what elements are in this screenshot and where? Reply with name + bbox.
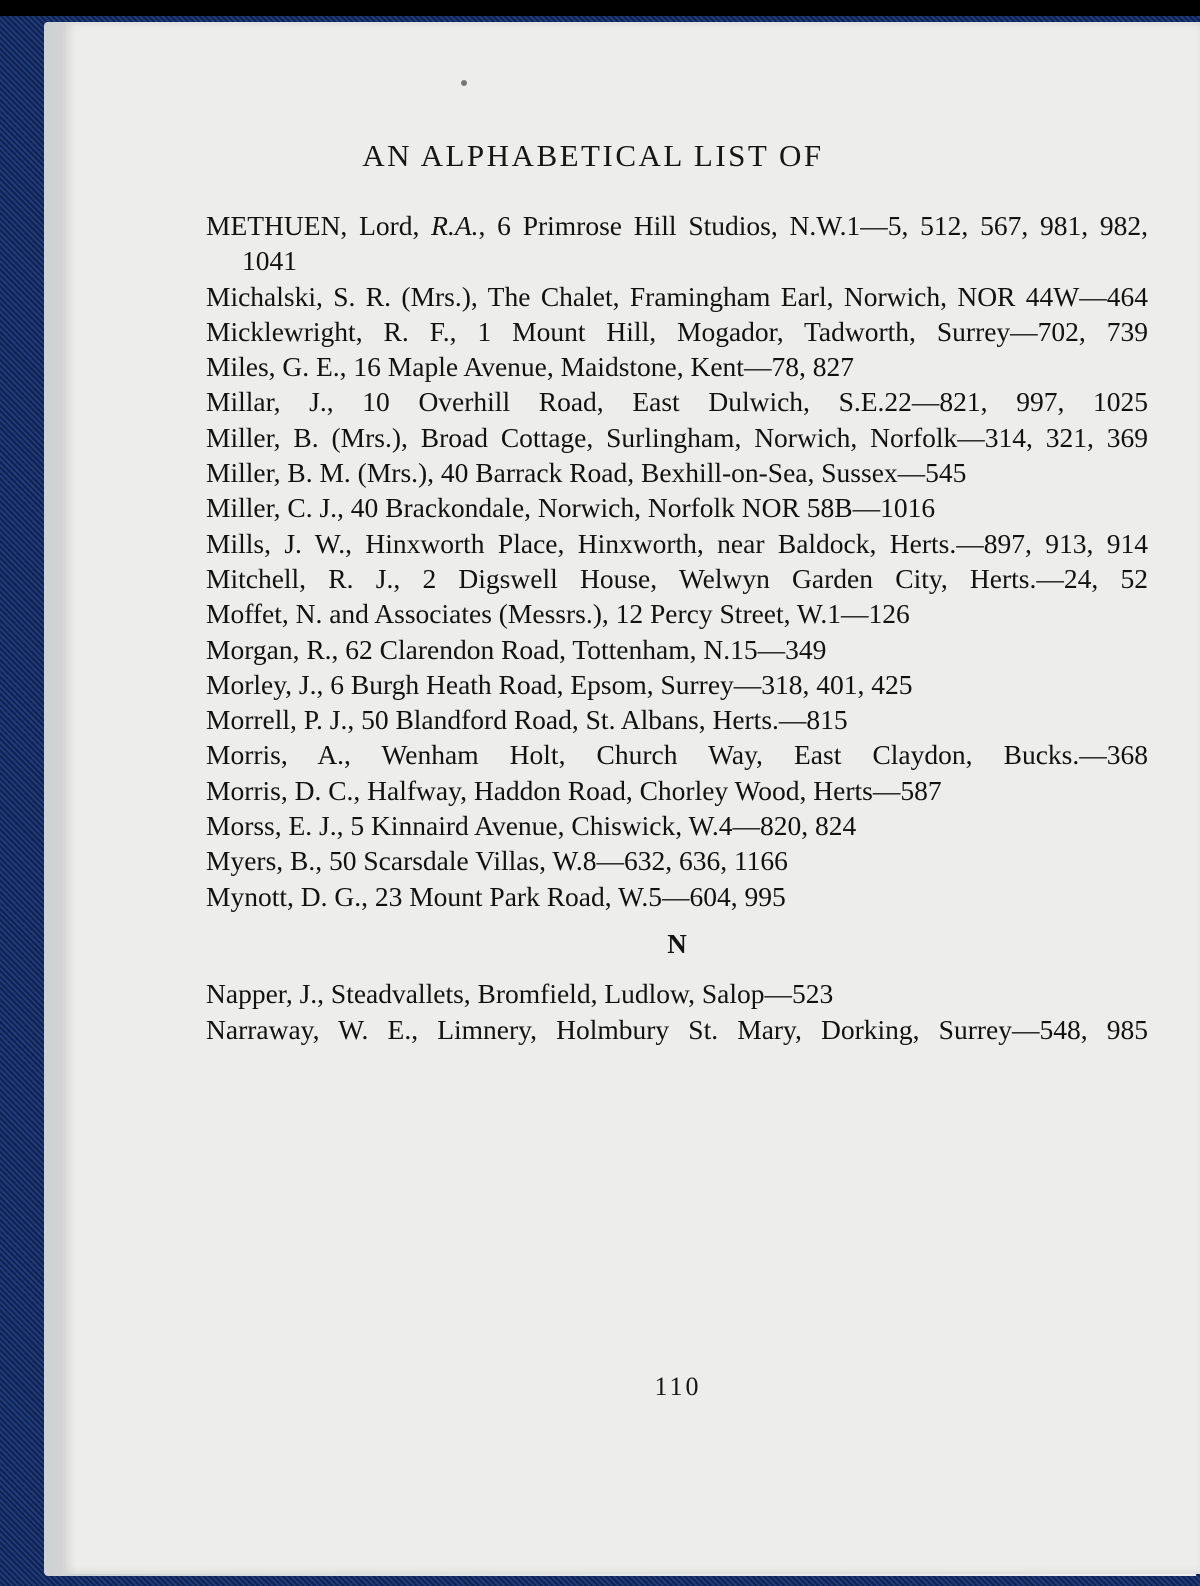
entry-text: Mitchell, R. J., 2 Digswell House, Welwyn Garden City, Herts.—24, 52 — [206, 562, 1148, 594]
list-entry — [206, 420, 1148, 455]
entry-title: R.A. — [431, 210, 479, 241]
entry-text: Napper, J., Steadvallets, Bromfield, Ludlow, Salop—523 — [206, 978, 834, 1010]
list-entry — [206, 455, 1148, 490]
list-entry — [206, 773, 1148, 808]
entry-text: Myers, B., 50 Scarsdale Villas, W.8—632, 636, 1166 — [206, 845, 788, 877]
entry-text: Morris, D. C., Halfway, Haddon Road, Chorley Wood, Herts—587 — [206, 774, 942, 806]
entry-text: METHUEN, Lord, — [206, 210, 432, 241]
list-entry — [206, 349, 1148, 384]
entry-text: Miller, C. J., 40 Brackondale, Norwich, Norfolk NOR 58B—1016 — [206, 492, 936, 524]
entry-text: Morrell, P. J., 50 Blandford Road, St. Albans, Herts.—815 — [206, 704, 848, 736]
list-entry — [206, 314, 1148, 349]
entry-text: Moffet, N. and Associates (Messrs.), 12 Percy Street, W.1—126 — [206, 598, 910, 630]
entry-text: Millar, J., 10 Overhill Road, East Dulwich, S.E.22—821, 997, 1025 — [206, 386, 1148, 418]
list-entry — [206, 879, 1148, 914]
list-entry — [206, 808, 1148, 843]
entry-text: Morley, J., 6 Burgh Heath Road, Epsom, Surrey—318, 401, 425 — [206, 668, 913, 700]
list-entry — [206, 843, 1148, 878]
page-speck — [461, 80, 467, 86]
section-n-entries — [206, 976, 1148, 1047]
entry-text: Miller, B. (Mrs.), Broad Cottage, Surlingham, Norwich, Norfolk—314, 321, 369 — [206, 421, 1148, 453]
entry-text: Michalski, S. R. (Mrs.), The Chalet, Framingham Earl, Norwich, NOR 44W—464 — [206, 280, 1148, 312]
section-m-entries — [206, 208, 1148, 914]
list-entry — [206, 702, 1148, 737]
entry-text: Mynott, D. G., 23 Mount Park Road, W.5—604, 995 — [206, 880, 786, 912]
entry-text: Micklewright, R. F., 1 Mount Hill, Mogador, Tadworth, Surrey—702, 739 — [206, 315, 1148, 347]
list-entry — [206, 667, 1148, 702]
entry-text: Miller, B. M. (Mrs.), 40 Barrack Road, Bexhill-on-Sea, Sussex—545 — [206, 457, 967, 489]
page-number: 110 — [654, 1372, 702, 1401]
list-entry — [206, 208, 1148, 279]
page-heading: AN ALPHABETICAL LIST OF — [362, 138, 824, 173]
list-entry — [206, 1012, 1148, 1047]
entry-text: Mills, J. W., Hinxworth Place, Hinxworth, near Baldock, Herts.—897, 913, 914 — [206, 527, 1148, 559]
list-entry — [206, 561, 1148, 596]
entry-text: Narraway, W. E., Limnery, Holmbury St. Mary, Dorking, Surrey—548, 985 — [206, 1013, 1148, 1045]
list-entry — [206, 976, 1148, 1011]
list-entry — [206, 737, 1148, 772]
list-entry — [206, 490, 1148, 525]
list-entry — [206, 384, 1148, 419]
entry-text: Morss, E. J., 5 Kinnaird Avenue, Chiswick, W.4—820, 824 — [206, 810, 857, 842]
entry-text: Morgan, R., 62 Clarendon Road, Tottenham, N.15—349 — [206, 633, 827, 665]
list-entry — [206, 279, 1148, 314]
entry-text: Miles, G. E., 16 Maple Avenue, Maidstone, Kent—78, 827 — [206, 351, 854, 383]
list-entry — [206, 632, 1148, 667]
list-entry — [206, 526, 1148, 561]
list-entry — [206, 596, 1148, 631]
entry-text: Morris, A., Wenham Holt, Church Way, East Claydon, Bucks.—368 — [206, 739, 1148, 771]
entry-text-rest: , 6 Primrose Hill Studios, N.W.1—5, 512, 567, 981, 982, 1041 — [242, 210, 1148, 277]
entry-list — [206, 208, 1148, 1047]
section-letter-n: N — [667, 928, 687, 959]
